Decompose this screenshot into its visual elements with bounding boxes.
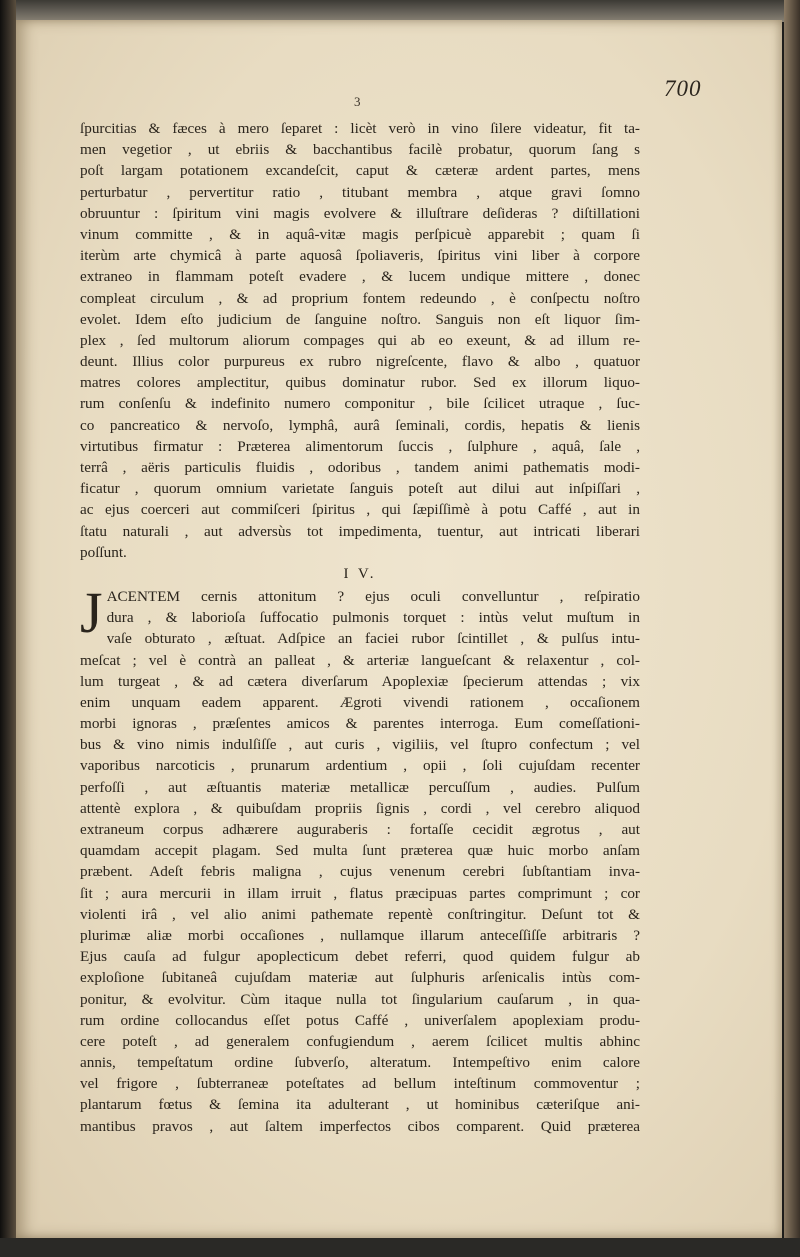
text-line: meſcat ; vel è contrà an palleat , & arteriæ langueſcant & relaxentur , col- bbox=[80, 651, 640, 669]
text-line: Ejus cauſa ad fulgur apoplecticum debet referri, quod quidem fulgur ab bbox=[80, 948, 640, 966]
text-line: iterùm arte chymicâ à parte aquosâ ſpoliaveris, ſpiritus vini liber à corpore bbox=[80, 247, 640, 265]
text-line: extraneo in flammam poteſt evadere , & lucem undique mittere , donec bbox=[80, 268, 640, 286]
text-line: ſtatu naturali , aut adversùs tot impedimenta, tuentur, aut intricati liberari bbox=[80, 522, 640, 540]
text-line: morbi ignoras , præſentes amicos & parentes interroga. Eum comeſſationi- bbox=[80, 715, 640, 733]
text-line: matres colores amplectitur, quibus dominatur rubor. Sed ex illorum liquo- bbox=[80, 374, 640, 392]
text-line: plantarum fœtus & ſemina ita adulterant , ut hominibus cæteriſque ani- bbox=[80, 1096, 640, 1114]
section-heading: I V. bbox=[343, 565, 377, 582]
text-line: violenti irâ , vel alio animi pathemate repentè conſtringitur. Deſunt tot & bbox=[80, 905, 640, 923]
text-line: poſt largam potationem excandeſcit, caput & cæteræ ardent partes, mens bbox=[80, 162, 640, 180]
text-line: enim unquam eadem apparent. Ægroti vivendi rationem , occaſionem bbox=[80, 693, 640, 711]
text-line: perfoſſi , aut æſtuantis materiæ metallicæ percuſſum , audies. Pulſum bbox=[80, 778, 640, 796]
text-line: rum ordine collocandus eſſet potus Caffé , univerſalem apoplexiam produ- bbox=[80, 1011, 640, 1029]
text-line: co pancreatico & nervoſo, lymphâ, aurâ ſeminali, cordis, hepatis & lienis bbox=[80, 416, 640, 434]
text-line: obruuntur : ſpiritum vini magis evolvere & illuſtrare deſideras ? diſtillationi bbox=[80, 204, 640, 222]
text-line: vinum committe , & in aquâ-vitæ magis perſpicuè apparebit ; quam ſi bbox=[80, 225, 640, 243]
text-line: annis, tempeſtatum ordine ſubverſo, alteratum. Intempeſtivo enim calore bbox=[80, 1054, 640, 1072]
page-number: 700 bbox=[664, 76, 702, 101]
signature-mark: 3 bbox=[354, 94, 361, 109]
page-text bbox=[80, 118, 640, 1137]
text-line: præbent. Adeſt febris maligna , cujus venenum cerebri ſubſtantiam inva- bbox=[80, 863, 640, 881]
text-line: compleat circulum , & ad proprium fontem redeundo , è conſpectu noſtro bbox=[80, 289, 640, 307]
text-line: cere poteſt , ad generalem confugiendum , aerem ſcilicet multis abhinc bbox=[80, 1032, 640, 1050]
text-line: evolet. Idem eſto judicium de ſanguine noſtro. Sanguis non eſt liquor ſim- bbox=[80, 310, 640, 328]
text-line: vaſe obturato , æſtuat. Adſpice an faciei rubor ſcintillet , & pulſus intu- bbox=[106, 630, 640, 648]
drop-cap: J bbox=[80, 579, 103, 645]
text-line: dura , & laborioſa ſuffocatio pulmonis torquet : intùs velut muſtum in bbox=[106, 609, 640, 627]
text-line: ponitur, & evolvitur. Cùm itaque nulla tot ſingularium cauſarum , in qua- bbox=[80, 990, 640, 1008]
book-top-edge bbox=[0, 0, 800, 22]
text-line: ſit ; aura mercurii in illam irruit , flatus præcipuas partes comprimunt ; cor bbox=[80, 884, 640, 902]
text-line: attentè explora , & quibuſdam propriis ſignis , cordi , vel cerebro aliquod bbox=[80, 799, 640, 817]
text-line: quamdam accepit plagam. Sed multa ſunt præterea quæ huic morbo anſam bbox=[80, 842, 640, 860]
text-line: vel frigore , ſubterraneæ poteſtates ad bellum inteſtinum commoventur ; bbox=[80, 1075, 640, 1093]
book-spine bbox=[0, 0, 16, 1257]
text-line: deunt. Illius color purpureus ex rubro nigreſcente, flavo & albo , quatuor bbox=[80, 353, 640, 371]
text-line: plex , ſed multorum aliorum compages qui ab eo exeunt, & ad illum re- bbox=[80, 331, 640, 349]
text-line: terrâ , aëris particulis fluidis , odoribus , tandem animi pathematis modi- bbox=[80, 459, 640, 476]
book-bottom-edge bbox=[0, 1238, 800, 1257]
text-line: ac ejus coerceri aut commiſceri ſpiritus , qui ſæpiſſimè à potu Caffé , aut in bbox=[80, 501, 640, 519]
text-line: bus & vino nimis indulſiſſe , aut curis , vigiliis, vel ſtupro confectum ; vel bbox=[80, 736, 640, 754]
text-line: men vegetior , ut ebriis & bacchantibus facilè probatur, quorum ſang s bbox=[80, 141, 640, 159]
text-line: ficatur , quorum omnium varietate ſanguis poteſt aut dilui aut inſpiſſari , bbox=[80, 480, 640, 498]
text-line: mantibus pravos , aut ſaltem imperfectos cibos comparent. Quid præterea bbox=[80, 1117, 640, 1135]
text-line: extraneum corpus adhærere auguraberis : fortaſſe cecidit ægrotus , aut bbox=[80, 821, 640, 838]
text-line: poſſunt. bbox=[80, 543, 127, 561]
text-line: rum conſenſu & indefinito numero componitur , bile ſcilicet utraque , ſuc- bbox=[80, 395, 640, 413]
text-line: ACENTEM cernis attonitum ? ejus oculi convelluntur , reſpiratio bbox=[106, 587, 640, 605]
page-edge-right bbox=[784, 0, 800, 1257]
paragraph-continued bbox=[80, 118, 640, 563]
text-line: vaporibus narcoticis , prunarum ardentium , opii , ſoli cujuſdam recenter bbox=[80, 757, 640, 775]
text-line: plurimæ aliæ morbi occaſiones , nullamque illarum anteceſſiſſe arbitraris ? bbox=[80, 926, 640, 944]
text-line: ſpurcitias & fæces à mero ſeparet : licèt verò in vino ſilere videatur, fit ta- bbox=[80, 120, 640, 137]
paragraph-section-iv bbox=[80, 579, 640, 1137]
text-line: lum turgeat , & ad cætera diverſarum Apoplexiæ ſpecierum attendas ; vix bbox=[80, 672, 640, 690]
text-line: virtutibus firmatur : Præterea alimentorum ſuccis , ſulphure , aquâ, ſale , bbox=[80, 437, 640, 455]
book-page bbox=[16, 20, 782, 1238]
text-line: perturbatur , pervertitur ratio , titubant membra , atque gravi ſomno bbox=[80, 183, 640, 201]
text-line: exploſione ſubitaneâ cujuſdam materiæ aut ſulphuris arſenicalis intùs com- bbox=[80, 969, 640, 987]
